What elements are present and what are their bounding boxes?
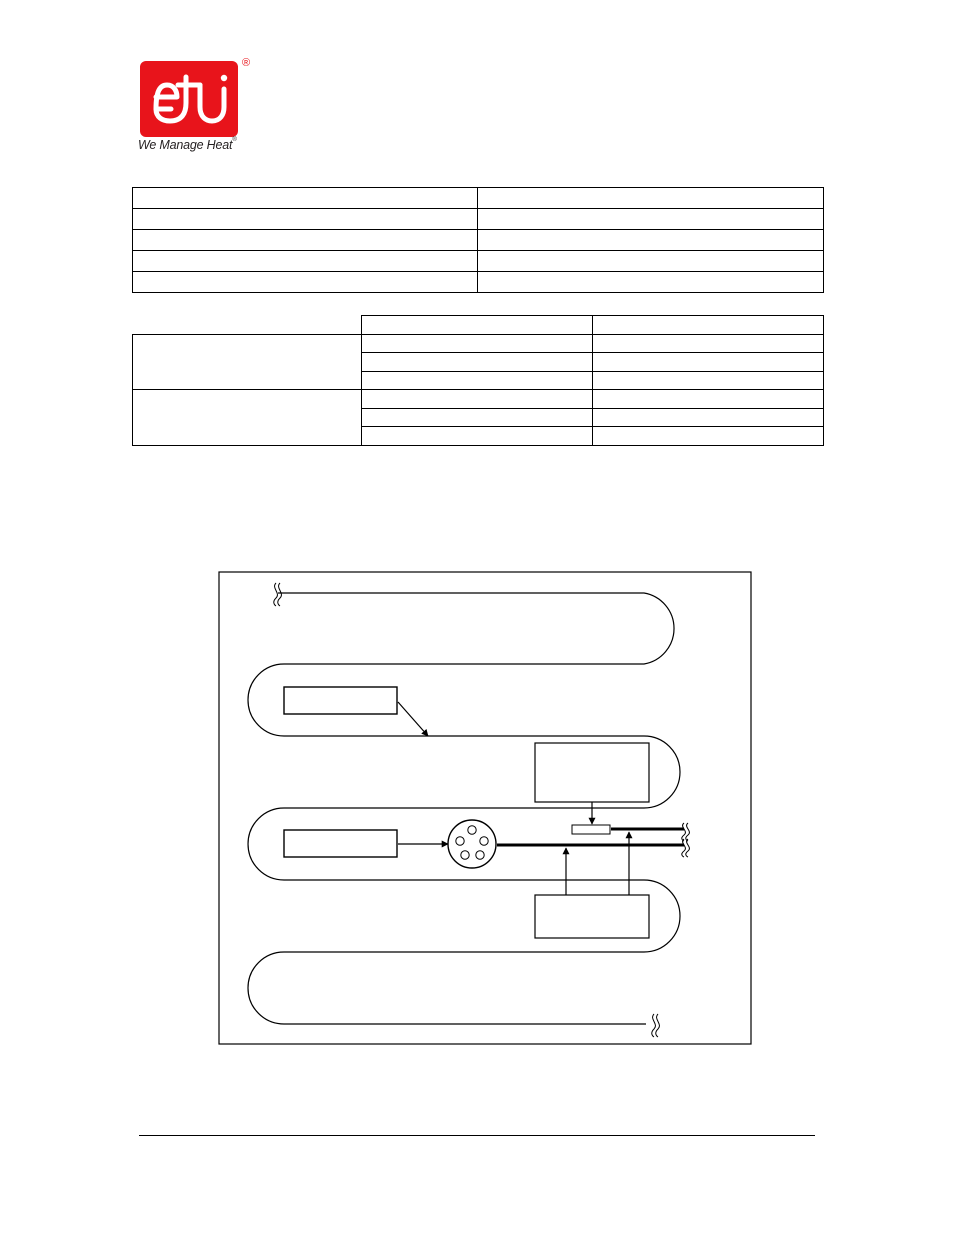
table-cell	[593, 408, 824, 427]
table-header-cell	[593, 316, 824, 335]
company-logo	[138, 58, 263, 156]
connector-plug-icon	[448, 820, 496, 868]
splice-label-box	[535, 743, 649, 802]
table-row	[133, 251, 824, 272]
table-header-cell	[362, 316, 593, 335]
table-cell	[478, 230, 824, 251]
power-label-box	[535, 895, 649, 938]
eti-logo-icon	[140, 61, 238, 137]
footer-divider	[139, 1135, 815, 1136]
spec-table-2	[132, 315, 824, 446]
table-cell	[362, 353, 593, 372]
cable-label-box	[284, 687, 397, 714]
spec-table-1	[132, 187, 824, 293]
table-row	[133, 230, 824, 251]
table-cell	[133, 251, 478, 272]
break-mark-icon	[652, 1014, 660, 1037]
break-mark-icon	[682, 839, 690, 857]
table-cell	[362, 390, 593, 409]
arrow-icon	[398, 702, 428, 736]
table-cell	[133, 230, 478, 251]
table-cell	[593, 427, 824, 446]
table-row	[133, 209, 824, 230]
table-row	[133, 188, 824, 209]
table-cell	[133, 188, 478, 209]
table-row	[133, 334, 824, 353]
break-mark-icon	[274, 583, 282, 606]
table-cell	[362, 334, 593, 353]
table-cell	[478, 251, 824, 272]
connector-label-box	[284, 830, 397, 857]
table-header-cell	[133, 316, 362, 335]
table-cell	[478, 272, 824, 293]
table-cell	[593, 353, 824, 372]
table-row	[133, 272, 824, 293]
table-header-row	[133, 316, 824, 335]
table-cell	[478, 209, 824, 230]
table-cell	[478, 188, 824, 209]
table-cell	[593, 390, 824, 409]
table-cell	[133, 209, 478, 230]
group-label-cell	[133, 390, 362, 446]
splice-sleeve	[572, 825, 610, 834]
table-cell	[362, 371, 593, 390]
heating-cable-layout-diagram	[218, 571, 753, 1046]
table-cell	[362, 408, 593, 427]
table-cell	[593, 371, 824, 390]
table-cell	[362, 427, 593, 446]
break-mark-icon	[682, 823, 690, 841]
serpentine-heating-cable	[248, 593, 680, 1024]
table-cell	[593, 334, 824, 353]
table-row	[133, 390, 824, 409]
group-label-cell	[133, 334, 362, 390]
logo-tagline: We Manage Heat®	[138, 137, 237, 152]
table-cell	[133, 272, 478, 293]
registered-mark-icon: ®	[242, 57, 251, 69]
